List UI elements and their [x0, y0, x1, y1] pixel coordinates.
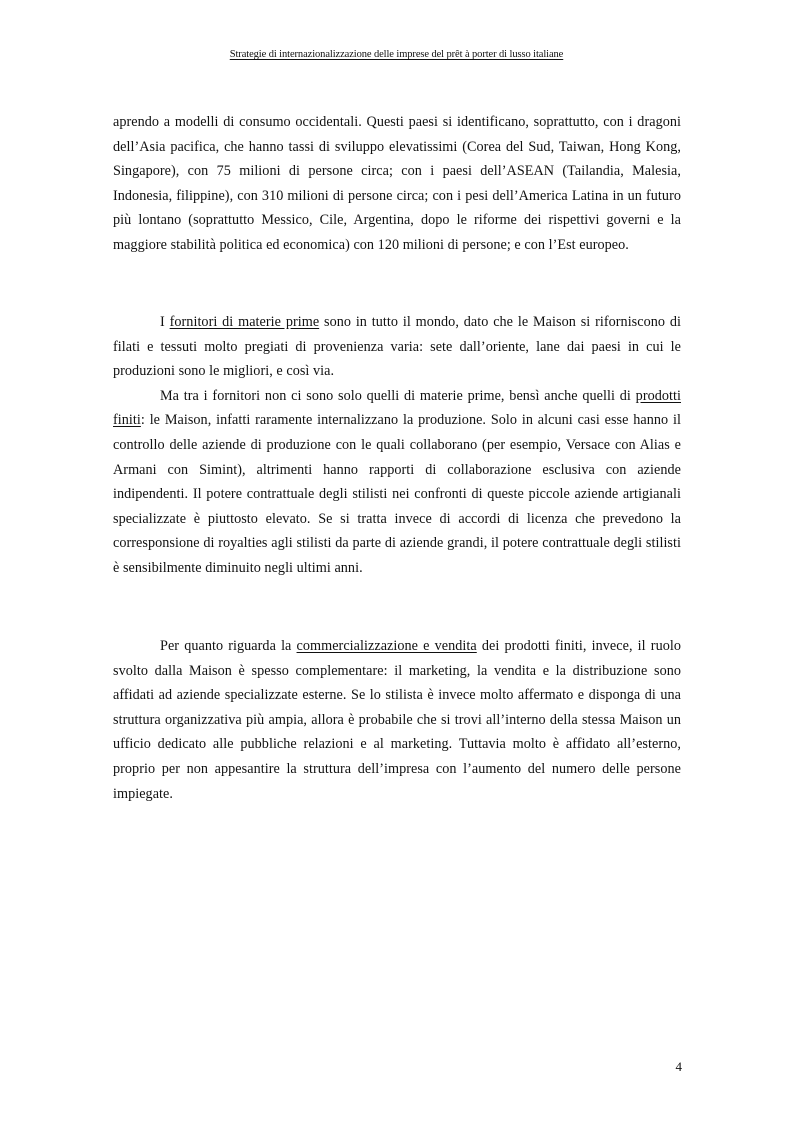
paragraph-text: I — [160, 314, 170, 330]
paragraph-commercialization — [113, 634, 681, 806]
paragraph-text: dei prodotti finiti, invece, il ruolo svolto dalla Maison è spesso complementare: il marketing, la vendita e la distribuzione sono affidati ad aziende specializzate esterne. Se lo stilista è invece molto affermato e disponga di una struttura organizzativa più ampia, allora è probabile che si trovi all’interno della stessa Maison un ufficio dedicato alle pubbliche relazioni e al marketing. Tuttavia molto è affidato all’esterno, proprio per non appesantire la struttura dell’impresa con l’aumento del numero delle persone impiegate. — [113, 638, 681, 802]
paragraph-emerging-markets — [113, 110, 681, 258]
paragraph-text: sono in tutto il mondo, dato che le Maison si riforniscono di filati e tessuti molto pregiati di provenienza varia: sete dall’oriente, lane dai paesi in cui le produzioni sono le migliori, e così via. — [113, 314, 681, 380]
paragraph-text: aprendo a modelli di consumo occidentali. Questi paesi si identificano, soprattutto, con i dragoni dell’Asia pacifica, che hanno tassi di sviluppo elevatissimi (Corea del Sud, Taiwan, Hong Kong, Singapore), con 75 milioni di persone circa; con i paesi dell’ASEAN (Tailandia, Malesia, Indonesia, filippine), con 310 milioni di persone circa; con i pesi dell’America Latina in un futuro più lontano (soprattutto Messico, Cile, Argentina, dopo le riforme dei rispettivi governi e la maggiore stabilità politica ed economica) con 120 milioni di persone; e con l’Est europeo. — [113, 114, 681, 253]
paragraph-finished-products-suppliers — [113, 384, 681, 581]
underlined-term-finished-products: prodotti finiti — [113, 387, 681, 429]
paragraph-text: Ma tra i fornitori non ci sono solo quelli di materie prime, bensì anche quelli di — [160, 387, 636, 404]
paragraph-raw-materials-suppliers — [113, 310, 681, 384]
underlined-term-raw-materials: fornitori di materie prime — [169, 314, 320, 330]
commercialization-section — [113, 634, 681, 806]
running-header-title: Strategie di internazionalizzazione delle imprese del prêt à porter di lusso italiane — [229, 49, 564, 60]
paragraph-text: Per quanto riguarda la — [160, 638, 297, 654]
running-header — [0, 49, 793, 60]
suppliers-section — [113, 310, 681, 581]
paragraph-text: : le Maison, infatti raramente internalizzano la produzione. Solo in alcuni casi esse hanno il controllo delle aziende di produzione con le quali collaborano (per esempio, Versace con Alias e Armani con Simint), altrimenti hanno rapporti di collaborazione esclusiva con aziende indipendenti. Il potere contrattuale degli stilisti nei confronti di queste piccole aziende artigianali specializzate è piuttosto elevato. Se si tratta invece di accordi di licenza che prevedono la corresponsione di royalties agli stilisti da parte di aziende grandi, il potere contrattuale degli stilisti è sensibilmente diminuito negli ultimi anni. — [113, 412, 681, 576]
underlined-term-commercialization: commercializzazione e vendita — [296, 638, 477, 654]
page-number: 4 — [675, 1059, 682, 1074]
